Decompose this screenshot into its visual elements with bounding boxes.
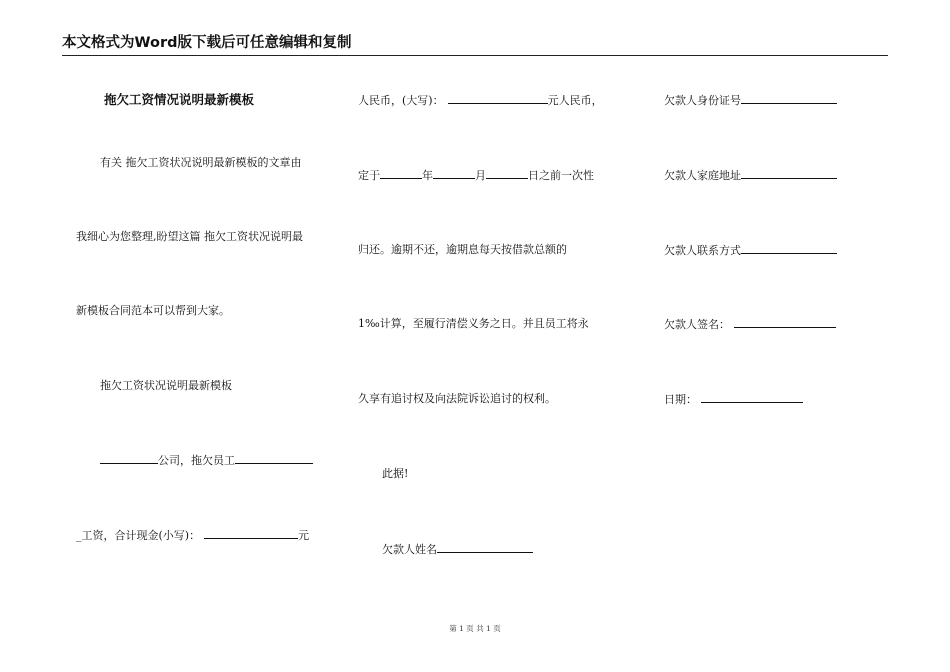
debtor-name-blank	[437, 542, 533, 553]
rmb-suffix: 元人民币，	[547, 94, 603, 107]
rmb-line	[358, 93, 603, 108]
return-line: 归还。逾期不还，逾期息每天按借款总额的	[358, 243, 567, 256]
rmb-prefix: 人民币，(大写)：	[358, 94, 444, 107]
wage-suffix: 元	[298, 529, 310, 542]
address-blank	[741, 168, 837, 179]
sign-blank	[734, 317, 836, 328]
address-label: 欠款人家庭地址	[664, 169, 741, 182]
interest-line: 1‰计算，至履行清偿义务之日。并且员工将永	[358, 317, 589, 330]
day-blank	[486, 168, 528, 179]
document-title: 拖欠工资情况说明最新模板	[104, 92, 255, 107]
sign-line	[664, 317, 836, 332]
company-text: 公司，拖欠员工	[158, 454, 235, 467]
date-suffix: 日之前一次性	[528, 169, 594, 182]
wage-line	[76, 528, 309, 543]
company-line	[100, 453, 313, 468]
date-year: 年	[422, 169, 433, 182]
id-label: 欠款人身份证号	[664, 94, 741, 107]
rights-line: 久享有追讨权及向法院诉讼追讨的权利。	[358, 392, 556, 405]
sign-label: 欠款人签名：	[664, 318, 730, 331]
id-blank	[741, 93, 837, 104]
date-label: 日期：	[664, 393, 697, 406]
contact-line	[664, 243, 837, 258]
date-sign-line	[664, 392, 803, 407]
month-blank	[433, 168, 475, 179]
intro-line-1: 有关 拖欠工资状况说明最新模板的文章由	[100, 156, 302, 169]
rmb-amount-blank	[448, 93, 548, 104]
date-month: 月	[475, 169, 486, 182]
contact-blank	[741, 243, 837, 254]
wage-amount-blank	[204, 528, 298, 539]
year-blank	[380, 168, 422, 179]
debtor-name-label: 欠款人姓名	[382, 543, 437, 556]
date-prefix: 定于	[358, 169, 380, 182]
section-subtitle: 拖欠工资状况说明最新模板	[100, 379, 232, 392]
proof-text: 此据!	[382, 467, 409, 480]
page-header: 本文格式为Word版下载后可任意编辑和复制	[62, 34, 888, 56]
date-line	[358, 168, 594, 183]
intro-line-2: 我细心为您整理,盼望这篇 拖欠工资状况说明最	[76, 230, 303, 243]
address-line	[664, 168, 837, 183]
page-footer: 第 1 页 共 1 页	[449, 624, 501, 633]
date-blank	[701, 392, 803, 403]
contact-label: 欠款人联系方式	[664, 244, 741, 257]
employee-blank	[235, 453, 313, 464]
wage-prefix: _工资，合计现金(小写)：	[76, 529, 201, 542]
intro-line-3: 新模板合同范本可以帮到大家。	[76, 304, 230, 317]
company-blank	[100, 453, 158, 464]
debtor-name-line	[382, 542, 533, 557]
id-line	[664, 93, 837, 108]
